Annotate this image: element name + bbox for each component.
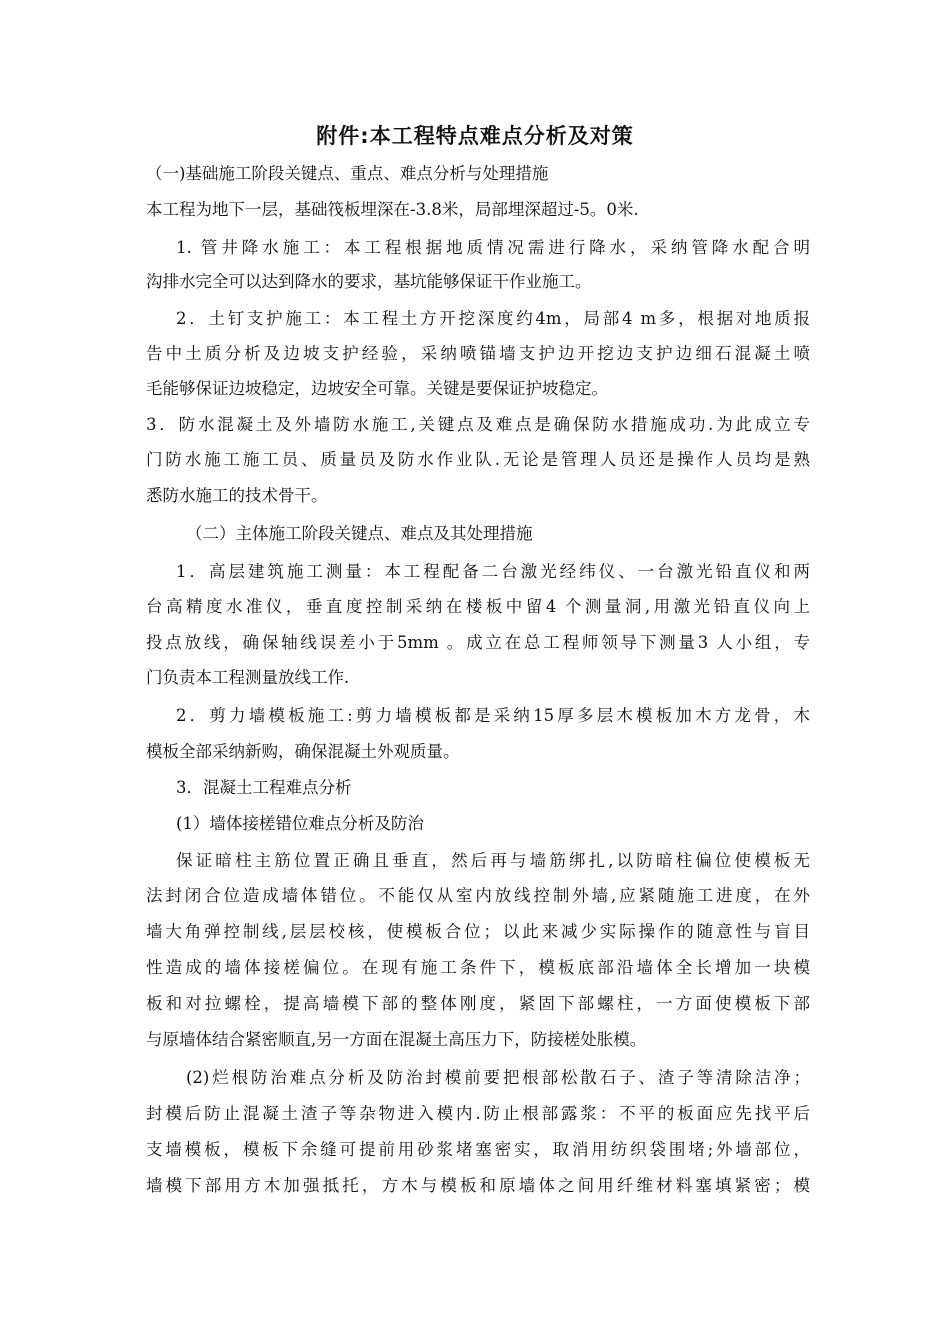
subsection-heading: 3．混凝土工程难点分析 <box>176 778 352 797</box>
subsection-heading: (1）墙体接槎错位难点分析及防治 <box>176 814 424 833</box>
paragraph-line: 告中土质分析及边坡支护经验，采纳喷锚墙支护边开挖边支护边细石混凝土喷 <box>146 344 810 363</box>
paragraph-line: 3．防水混凝土及外墙防水施工,关键点及难点是确保防水措施成功.为此成立专 <box>146 415 810 434</box>
paragraph-line: 沟排水完全可以达到降水的要求，基坑能够保证干作业施工。 <box>146 272 592 291</box>
paragraph-line: 投点放线，确保轴线误差小于5mm 。成立在总工程师领导下测量3 人小组，专 <box>146 633 810 652</box>
section-heading-2: （二）主体施工阶段关键点、难点及其处理措施 <box>186 524 533 543</box>
paragraph-line: 支墙模板，模板下余缝可提前用砂浆堵塞密实，取消用纺织袋围堵;外墙部位， <box>146 1140 810 1159</box>
paragraph-line: 保证暗柱主筋位置正确且垂直，然后再与墙筋绑扎,以防暗柱偏位使模板无 <box>176 851 810 870</box>
paragraph-line: 2．土钉支护施工：本工程土方开挖深度约4m，局部4 m多，根据对地质报 <box>176 309 810 328</box>
paragraph-line: 毛能够保证边坡稳定，边坡安全可靠。关键是要保证护坡稳定。 <box>146 379 608 398</box>
paragraph-line: (2)烂根防治难点分析及防治封模前要把根部松散石子、渣子等清除洁净； <box>186 1068 810 1087</box>
paragraph-line: 性造成的墙体接槎偏位。在现有施工条件下，模板底部沿墙体全长增加一块模 <box>146 958 810 977</box>
paragraph-line: 模板全部采纳新购，确保混凝土外观质量。 <box>146 742 460 761</box>
paragraph-line: 墙模下部用方木加强抵托，方木与模板和原墙体之间用纤维材料塞填紧密；模 <box>146 1176 810 1195</box>
paragraph-line: 与原墙体结合紧密顺直,另一方面在混凝土高压力下，防接槎处胀模。 <box>146 1030 647 1049</box>
paragraph-line: 2．剪力墙模板施工:剪力墙模板都是采纳15厚多层木模板加木方龙骨，木 <box>176 706 810 725</box>
paragraph-line: 封模后防止混凝土渣子等杂物进入模内.防止根部露浆：不平的板面应先找平后 <box>146 1104 810 1123</box>
paragraph-line: 门负责本工程测量放线工作. <box>146 668 350 687</box>
paragraph-line: 法封闭合位造成墙体错位。不能仅从室内放线控制外墙,应紧随施工进度，在外 <box>146 886 810 905</box>
paragraph-line: 1．高层建筑施工测量：本工程配备二台激光经纬仪、一台激光铅直仪和两 <box>176 562 810 581</box>
page-title: 附件:本工程特点难点分析及对策 <box>316 124 634 148</box>
paragraph-line: 板和对拉螺栓，提高墙模下部的整体刚度，紧固下部螺柱，一方面使模板下部 <box>146 994 810 1013</box>
paragraph-line: 悉防水施工的技术骨干。 <box>146 486 328 505</box>
section-heading-1: （一)基础施工阶段关键点、重点、难点分析与处理措施 <box>146 164 549 183</box>
paragraph-line: 台高精度水准仪，垂直度控制采纳在楼板中留4 个测量洞,用激光铅直仪向上 <box>146 597 810 616</box>
paragraph-line: 墙大角弹控制线,层层校核，使模板合位；以此来减少实际操作的随意性与盲目 <box>146 922 810 941</box>
paragraph-line: 门防水施工施工员、质量员及防水作业队.无论是管理人员还是操作人员均是熟 <box>146 450 810 469</box>
paragraph-line: 本工程为地下一层，基础筏板埋深在-3.8米，局部埋深超过-5。0米. <box>146 200 639 219</box>
paragraph-line: 1. 管井降水施工：本工程根据地质情况需进行降水，采纳管降水配合明 <box>176 238 810 257</box>
